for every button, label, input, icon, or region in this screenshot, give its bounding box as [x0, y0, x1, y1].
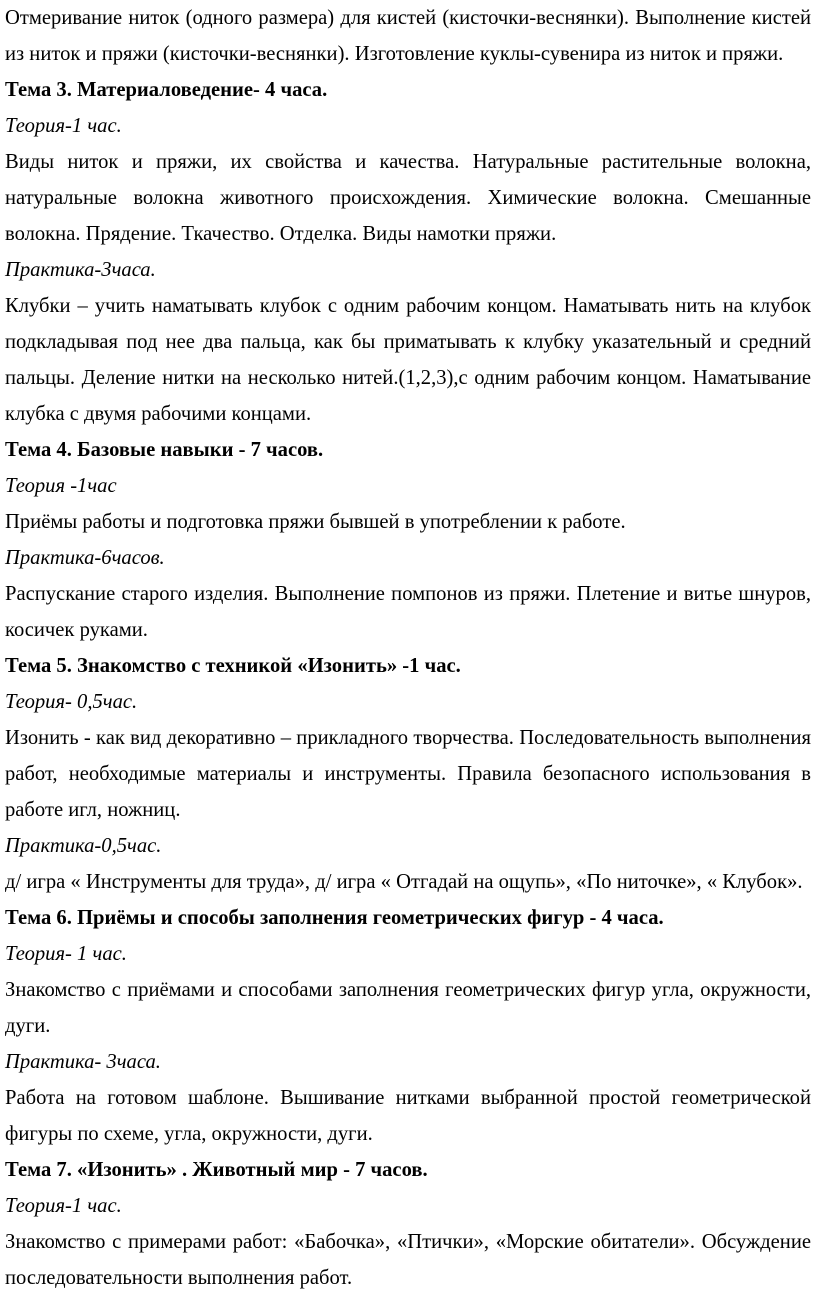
practice-label: Практика- 3часа.	[5, 1051, 161, 1073]
theory-label: Теория- 0,5час.	[5, 691, 138, 713]
theory-text: Приёмы работы и подготовка пряжи бывшей в употреблении к работе.	[5, 511, 626, 533]
theory-text: Знакомство с примерами работ: «Бабочка», «Птички», «Морские обитатели». Обсуждение последовательности выполнения работ.	[5, 1231, 811, 1289]
topic-heading: Тема 5. Знакомство с техникой «Изонить» -1 час.	[5, 655, 461, 677]
practice-text: Работа на готовом шаблоне. Вышивание нитками выбранной простой геометрической фигуры по схеме, угла, окружности, дуги.	[5, 1087, 811, 1145]
theory-text: Изонить - как вид декоративно – прикладного творчества. Последовательность выполнения работ, необходимые материалы и инструменты. Правила безопасного использования в работе игл, ножниц.	[5, 727, 811, 821]
practice-label: Практика-6часов.	[5, 547, 165, 569]
topic-6	[5, 900, 811, 1152]
practice-label: Практика-3часа.	[5, 259, 156, 281]
theory-label: Теория -1час	[5, 475, 117, 497]
practice-text: Распускание старого изделия. Выполнение помпонов из пряжи. Плетение и витье шнуров, косичек руками.	[5, 583, 811, 641]
topic-4	[5, 432, 811, 648]
theory-text: Виды ниток и пряжи, их свойства и качества. Натуральные растительные волокна, натуральные волокна животного происхождения. Химические волокна. Смешанные волокна. Прядение. Ткачество. Отделка. Виды намотки пряжи.	[5, 151, 811, 245]
theory-label: Теория-1 час.	[5, 115, 122, 137]
topic-7	[5, 1152, 811, 1296]
topic-heading: Тема 3. Материаловедение- 4 часа.	[5, 79, 328, 101]
topic-heading: Тема 6. Приёмы и способы заполнения геометрических фигур - 4 часа.	[5, 907, 664, 929]
topic-5	[5, 648, 811, 900]
theory-text: Знакомство с приёмами и способами заполнения геометрических фигур угла, окружности, дуги.	[5, 979, 811, 1037]
practice-text: д/ игра « Инструменты для труда», д/ игра « Отгадай на ощупь», «По ниточке», « Клубок».	[5, 871, 803, 893]
intro-paragraph: Отмеривание ниток (одного размера) для кистей (кисточки-веснянки). Выполнение кистей из ниток и пряжи (кисточки-веснянки). Изготовление куклы-сувенира из ниток и пряжи.	[5, 7, 811, 65]
topic-heading: Тема 4. Базовые навыки - 7 часов.	[5, 439, 324, 461]
practice-label: Практика-0,5час.	[5, 835, 162, 857]
document-page	[5, 0, 811, 1296]
theory-label: Теория-1 час.	[5, 1195, 122, 1217]
topic-3	[5, 72, 811, 432]
topic-heading: Тема 7. «Изонить» . Животный мир - 7 часов.	[5, 1159, 428, 1181]
theory-label: Теория- 1 час.	[5, 943, 127, 965]
practice-text: Клубки – учить наматывать клубок с одним рабочим концом. Наматывать нить на клубок подкладывая под нее два пальца, как бы приматывать к клубку указательный и средний пальцы. Деление нитки на несколько нитей.(1,2,3),с одним рабочим концом. Наматывание клубка с двумя рабочими концами.	[5, 295, 811, 425]
